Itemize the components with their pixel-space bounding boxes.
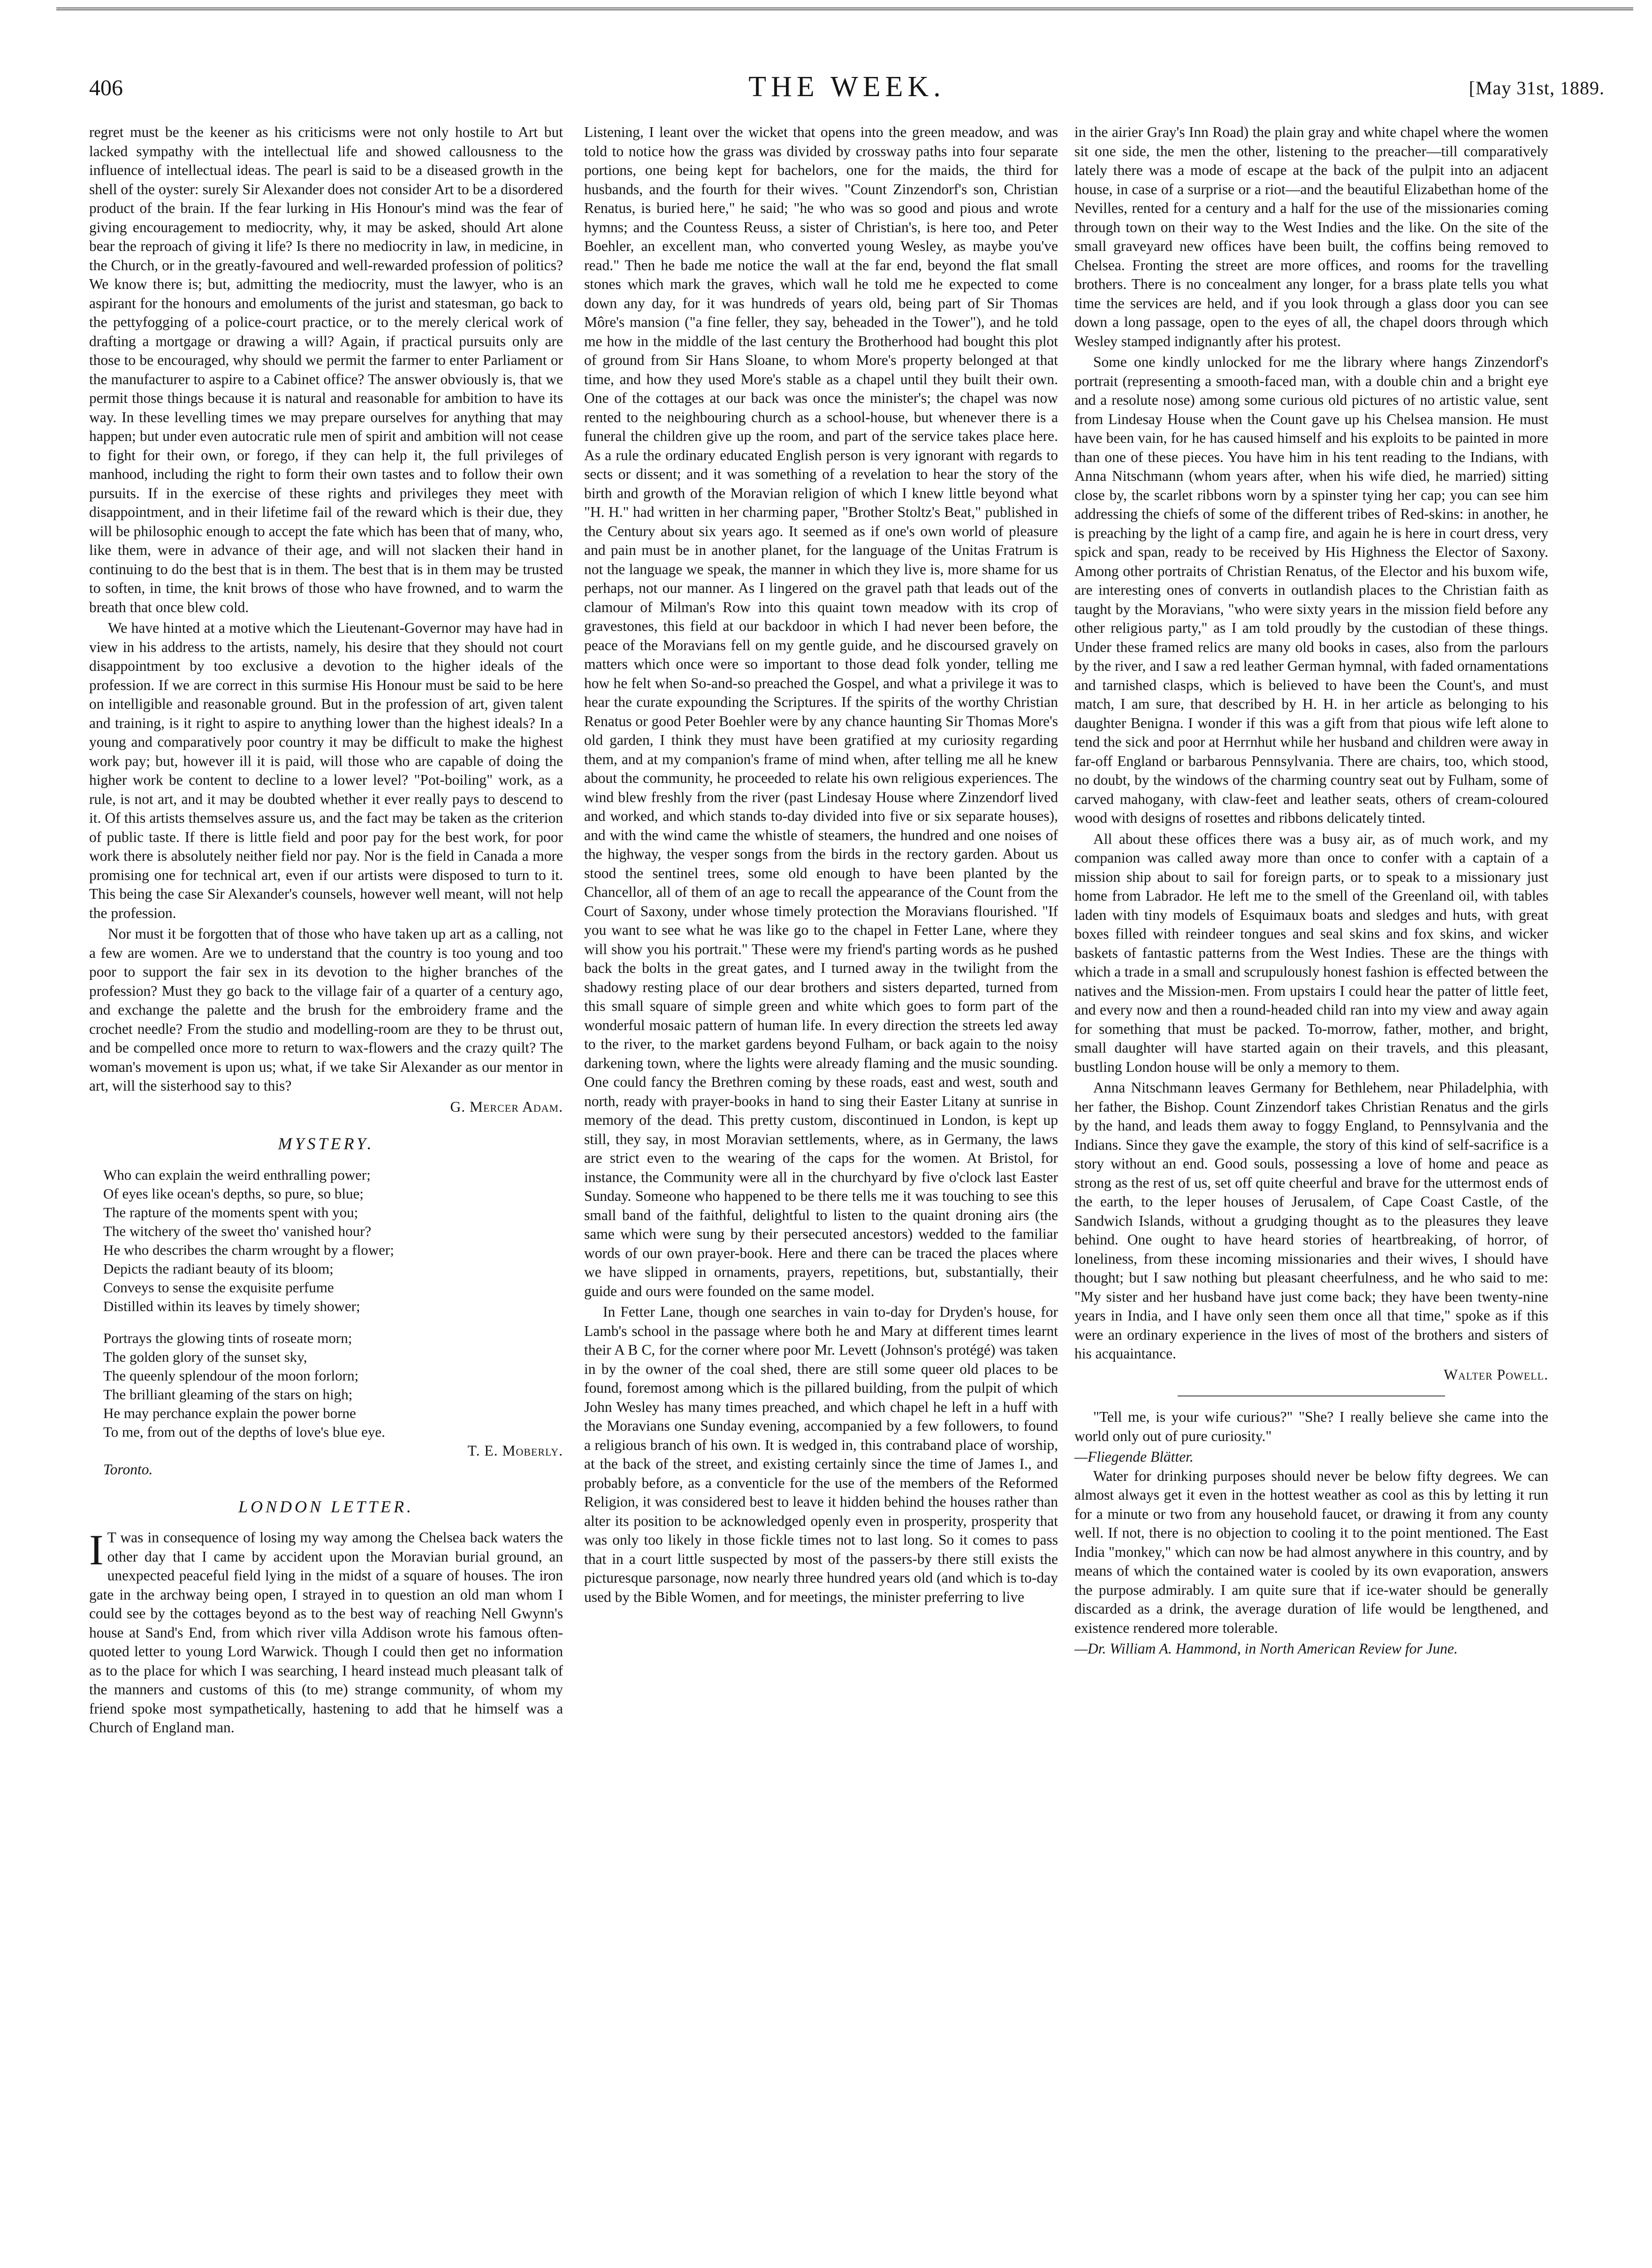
article-paragraph: in the airier Gray's Inn Road) the plain gray and white chapel where the women sit one side, the men the other, listening to the preacher—till comparatively lately there was a mode of escape at the back of the pulpit into an adjacent house, in case of a surprise or a riot—and the beautiful Elizabethan home of the Nevilles, rented for a century and a half for the use of the missionaries coming through town on their way to the West Indies and the like. On the site of the small graveyard new offices have been built, the coffins being removed to Chelsea. Fronting the street are more offices, and rooms for the travelling brothers. There is no concealment any longer, for a brass plate tells you what time the services are held, and if you look through a glass door you can see down a long passage, open to the eyes of all, the chapel doors through which Wesley stamped indignantly after his protest. [1074, 124, 1548, 349]
water-paragraph: Water for drinking purposes should never be below fifty degrees. We can almost always get it even in the hottest weather as cool as this by letting it run for a minute or two from any household faucet, or drawing it from any county well. If not, there is no objection to cooling it to the point mentioned. The East India "monkey," which can now be had almost anywhere in this country, and by means of which the contained water is cooled by its own evaporation, answers the purpose admirably. I am quite sure that if ice-water should be generally discarded as a drink, the average duration of life would be lengthened, and existence rendered more tolerable. [1074, 1467, 1548, 1636]
column-2 [584, 123, 1058, 1608]
poem-author: T. E. Moberly. [467, 1442, 563, 1459]
stanza-gap [103, 1316, 563, 1329]
column-1 [89, 123, 563, 1739]
poem-line: Who can explain the weird enthralling power; [103, 1166, 371, 1183]
article-paragraph: Listening, I leant over the wicket that opens into the green meadow, and was told to notice how the grass was divided by crossway paths into four separate portions, one being kept for bachelors, one for the maids, the third for husbands, and the fourth for their wives. "Count Zinzendorf's son, Christian Renatus, is buried here," he said; "he who was so good and pious and wrote hymns; and the Countess Reuss, a sister of Christian's, is here too, and Peter Boehler, an excellent man, who converted young Wesley, as maybe you've read." Then he bade me notice the wall at the far end, beyond the flat small stones which mark the graves, which wall he told me he expected to come down any day, for it was hundreds of years old, being part of Sir Thomas Môre's mansion ("a fine feller, they say, beheaded in the Tower"), and he told me how in the middle of the last century the Brotherhood had bought this plot of ground from Sir Hans Sloane, to whom More's property belonged at that time, and how they used More's stable as a chapel until they built their own. One of the cottages at our back was once the minister's; the chapel was now rented to the neighbouring church as a school-house, but whenever there is a funeral the children give up the room, and part of the service takes place here. As a rule the ordinary educated English person is very ignorant with regards to sects or dissent; and it was something of a revelation to hear the story of the birth and growth of the Moravian religion of which I knew little beyond what "H. H." had written in her charming paper, "Brother Stoltz's Beat," published in the Century about six years ago. It seemed as if one's own world of pleasure and pain must be in another planet, for the language of the Unitas Fratrum is not the language we speak, the manner in which they live is, more shame for us perhaps, not our manner. As I lingered on the gravel path that leads out of the clamour of Milman's Row into this quaint town meadow with its crop of gravestones, this field at our backdoor in which I had never been before, the peace of the Moravians fell on my gentle guide, and he discoursed gravely on matters which once were so important to those dead folk yonder, telling me how he felt when So-and-so preached the Gospel, and what a privilege it was to hear the curate expounding the Scriptures. If the spirits of the worthy Christian Renatus or good Peter Boehler were by any chance haunting Sir Thomas More's old garden, I think they must have been gratified at my curiosity regarding them, and at my companion's frame of mind when, after telling me all he knew about the community, he proceeded to relate his own religious experiences. The wind blew freshly from the river (past Lindesay House where Zinzendorf lived and worked, and which stands to-day divided into five or six separate houses), and with the wind came the whistle of steamers, the hundred and one noises of the highway, the vesper songs from the birds in the rectory garden. About us stood the sentinel trees, some old enough to have been planted by the Chancellor, all of them of an age to recall the appearance of the Count from the Court of Saxony, under whose timely protection the Moravians flourished. "If you want to see what he was like go to the chapel in Fetter Lane, where they will show you his portrait." These were my friend's parting words as he pushed back the bolts in the great gates, and I turned away in the twilight from the shadowy resting place of our dear brothers and sisters departed, turned from this small square of simple green and white which goes to form part of the wonderful mosaic pattern of human life. In every direction the streets led away to the river, to the market gardens beyond Fulham, or back again to the noisy darkening town, where the lights were already flaming and the music sounding. One could fancy the Brethren coming by these roads, east and west, south and north, ready with prayer-books in hand to sing their Easter Litany at sunrise in memory of the dead. This pretty custom, discontinued in London, is kept up still, they say, in most Moravian settlements, where, as in Germany, the laws are strict even to the wearing of the caps for the women. At Bristol, for instance, the Community were all in the churchyard by five o'clock last Easter Sunday. Someone who happened to be there tells me it was touching to see this small band of the faithful, delightful to listen to the quaint droning airs (the same which were sung by their persecuted ancestors) wedded to the familiar words of our own prayer-book. Here and there can be traced the places where we have slipped in ornaments, prayers, repetitions, but, substantially, their guide and ours were founded on the same model. [584, 124, 1058, 1299]
letter-text: T was in consequence of losing my way among the Chelsea back waters the other day that I came by accident upon the Moravian burial ground, an unexpected peaceful field lying in the midst of a square of houses. The iron gate in the archway being open, I strayed in to question an old man whom I could see by the cottages beyond as to the best way of reaching Nell Gwynn's house at Sand's End, from which river villa Addison wrote his famous often-quoted letter to young Lord Warwick. Though I could then get no information as to the place for which I was searching, I heard instead much pleasant talk of the manners and customs of this (to me) strange community, of whom my friend spoke most sympathetically, hastening to add that he himself was a Church of England man. [89, 1529, 563, 1736]
poem-line: The witchery of the sweet tho' vanished hour? [103, 1222, 372, 1239]
author-signature: G. Mercer Adam. [450, 1098, 563, 1115]
poem-line: Depicts the radiant beauty of its bloom; [103, 1260, 334, 1277]
column-3 [1074, 123, 1548, 1659]
page-header [89, 70, 1605, 108]
article-paragraph: Nor must it be forgotten that of those who have taken up art as a calling, not a few are women. Are we to understand that the country is too young and too poor to support the fair sex in its devotion to the higher branches of the profession? Must they go back to the village fair of a quarter of a century ago, and exchange the palette and the brush for the embroidery frame and the crochet needle? From the studio and modelling-room are they to be thrust out, and be compelled once more to return to wax-flowers and the crazy quilt? The woman's movement is upon us; what, if we take Sir Alexander as our mentor in art, will the sisterhood say to this? [89, 925, 563, 1094]
issue-date: [May 31st, 1889. [1469, 77, 1605, 99]
poem [89, 1166, 563, 1441]
drop-cap: I [89, 1526, 104, 1574]
author-signature: Walter Powell. [1444, 1366, 1548, 1383]
poem-title: MYSTERY. [278, 1134, 374, 1153]
poem-line: Portrays the glowing tints of roseate morn; [103, 1329, 352, 1346]
anecdote-source: —Fliegende Blätter. [1074, 1449, 1194, 1465]
poem-line: The queenly splendour of the moon forlorn; [103, 1367, 359, 1384]
poem-line: To me, from out of the depths of love's blue eye. [103, 1423, 385, 1440]
poem-line: He who describes the charm wrought by a flower; [103, 1241, 394, 1258]
top-rule [56, 0, 1633, 10]
poem-line: Conveys to sense the exquisite perfume [103, 1279, 334, 1296]
article-paragraph: All about these offices there was a busy air, as of much work, and my companion was called away more than once to confer with a captain of a mission ship about to sail for foreign parts, or to speak to a missionary just home from Labrador. He left me to the smell of the Greenland oil, with tables laden with tiny models of Esquimaux boats and sledges and huts, with great boxes filled with reindeer tongues and seal skins and fox skins, and wicker baskets of fantastic patterns from the West Indies. These are the things with which a trade in a small and scrupulously honest fashion is effected between the natives and the Mission-men. From upstairs I could hear the patter of little feet, and every now and then a round-headed child ran into my view and away again for something that must be packed. To-morrow, father, mother, and bright, small daughter will have started again on their travels, and this pleasant, bustling London house will be only a memory to them. [1074, 830, 1548, 1075]
page-number: 406 [89, 76, 123, 100]
water-source: —Dr. William A. Hammond, in North American Review for June. [1074, 1640, 1458, 1657]
poem-line: The brilliant gleaming of the stars on high; [103, 1386, 353, 1403]
letter-title: LONDON LETTER. [238, 1497, 414, 1516]
article-paragraph: Anna Nitschmann leaves Germany for Bethlehem, near Philadelphia, with her father, the Bishop. Count Zinzendorf takes Christian Renatus and the girls by the hand, and leads them away to foggy England, to Pennsylvania and the Indians. Since they gave the example, the story of this kind of self-sacrifice is a story without an end. Good souls, possessing a love of home and peace as strong as the rest of us, set off quite cheerful and brave for the uttermost ends of the earth, to the leper houses of Jerusalem, of Cape Coast Castle, of the Sandwich Islands, without a grudging thought as to the pleasures they leave behind. One ought to have heard stories of heartbreaking, of horror, of loneliness, from these incoming missionaries and their wives, I should have thought; but I saw nothing but pleasant cheerfulness, and he who said to me: "My sister and her husband have just come back; they have been twenty-nine years in India, and I have only seen them once all that time," spoke as if this were an ordinary experience in the lives of most of the brothers and sisters of his acquaintance. [1074, 1079, 1548, 1362]
article-paragraph: Some one kindly unlocked for me the library where hangs Zinzendorf's portrait (representing a smooth-faced man, with a double chin and a bright eye and a resolute nose) among some curious old pictures of no artistic value, sent from Lindesay House when the Count gave up his Chelsea mansion. He must have been vain, for he has caused himself and his exploits to be painted in more than one of these pieces. You have him in his tent reading to the Indians, with Anna Nitschmann (whom years after, when his wife died, he married) sitting close by, the scarlet ribbons worn by a spinster tying her cap; you can see him addressing the chiefs of some of the different tribes of Red-skins: in another, he is preaching by the light of a camp fire, and again he is here in court dress, very spick and span, ready to be received by His Highness the Elector of Saxony. Among other portraits of Christian Renatus, of the Elector and his buxom wife, are interesting ones of converts in outlandish places to the Christian faith as taught by the Moravians, "who were sixty years in the mission field before any other religious party," as I am told proudly by the custodian of these things. Under these framed relics are many old books in cases, also from the parlours by the river, and I saw a red leather German hymnal, with faded ornamentations and tarnished clasps, which is believed to have been the Count's, and must match, I am sure, that described by H. H. in her article as belonging to his daughter Benigna. I wonder if this was a gift from that pious wife left alone to tend the sick and poor at Herrnhut while her husband and children were away in far-off England or barbarous Pennsylvania. There are chairs, too, which stood, no doubt, by the windows of the charming country seat out by Fulham, some of carved mahogany, with claw-feet and leather seats, others of cream-coloured wood with designs of rosettes and ribbons delicately tinted. [1074, 354, 1548, 826]
poem-line: The rapture of the moments spent with you; [103, 1204, 358, 1221]
poem-line: He may perchance explain the power borne [103, 1404, 356, 1421]
poem-line: Of eyes like ocean's depths, so pure, so blue; [103, 1185, 364, 1202]
letter-paragraph [89, 1528, 563, 1737]
poem-place: Toronto. [103, 1461, 153, 1478]
anecdote-paragraph: "Tell me, is your wife curious?" "She? I really believe she came into the world only out of pure curiosity." [1074, 1409, 1548, 1444]
poem-line: The golden glory of the sunset sky, [103, 1348, 307, 1365]
publication-title: THE WEEK. [748, 71, 945, 103]
article-paragraph: We have hinted at a motive which the Lieutenant-Governor may have had in view in his address to the artists, namely, his desire that they should not court disappointment by too exclusive a devotion to the higher ideals of the profession. If we are correct in this surmise His Honour must be said to be here on intelligible and reasonable ground. But in the profession of art, given talent and training, is it right to aspire to anything lower than the highest ideals? In a young and comparatively poor country it may be difficult to make the highest work pay; but, however ill it is paid, will those who are capable of doing the higher work be content to decline to a lower level? "Pot-boiling" work, as a rule, is not art, and it may be doubted whether it ever really pays to descend to it. Of this artists themselves assure us, and the fact may be taken as the criterion of public taste. If there is little field and poor pay for the best work, for poor work there is absolutely neither field nor pay. Nor is the field in Canada a more promising one for technical art, even if our artists were disposed to turn to it. This being the case Sir Alexander's counsels, however well meant, will not help the profession. [89, 620, 563, 921]
poem-line: Distilled within its leaves by timely shower; [103, 1297, 360, 1314]
article-paragraph: In Fetter Lane, though one searches in vain to-day for Dryden's house, for Lamb's school in the passage where both he and Mary at different times learnt their A B C, for the corner where poor Mr. Levett (Johnson's protégé) was taken in by the owner of the coal shed, there are still some queer old places to be found, foremost among which is the pillared building, from the pulpit of which John Wesley has many times preached, and which chapel he left in a huff with the Moravians one Sunday evening, accompanied by a few followers, to found a religious branch of his own. It is wedged in, this contraband place of worship, at the back of the street, and existing certainly since the time of James I., and probably before, as a conventicle for the use of the members of the Reformed Religion, it was considered best to leave it hidden behind the houses rather than alter its position to be acknowledged openly even in prosperity, prosperity that was only too likely in those fickle times not to last long. So it comes to pass that in a court little suspected by most of the passers-by there still exists the picturesque parsonage, now nearly three hundred years old (and which is to-day used by the Bible Women, and for meetings, the minister preferring to live [584, 1304, 1058, 1605]
article-paragraph: regret must be the keener as his criticisms were not only hostile to Art but lacked sympathy with the intellectual life and showed callousness to the influence of intellectual ideas. The pearl is said to be a diseased growth in the shell of the oyster: surely Sir Alexander does not consider Art to be a disordered product of the brain. If the fear lurking in His Honour's mind was the fear of giving encouragement to mediocrity, why, it may be asked, should Art alone bear the reproach of giving it life? Is there no mediocrity in law, in medicine, in the Church, or in the greatly-favoured and well-rewarded profession of politics? We know there is; but, admitting the mediocrity, must the lawyer, who is an aspirant for the honours and emoluments of the jurist and statesman, go back to the pettyfogging of a police-court practice, or to the merely clerical work of drafting a mortgage or drawing a will? Again, if practical pursuits only are those to be encouraged, why should we permit the farmer to enter Parliament or the manufacturer to aspire to a Cabinet office? The answer obviously is, that we permit those things because it is natural and reasonable for ambition to have its way. In these levelling times we may prepare ourselves for anything that may happen; but under even autocratic rule men of spirit and ambition will not cease to fight for their own, or forego, if they can help it, the full privileges of manhood, including the right to form their own tastes and to follow their own pursuits. If in the exercise of these rights and privileges they meet with disappointment, and in their lifetime fail of the reward which is their due, they will be philosophic enough to accept the fate which has been that of many, who, like them, were in advance of their age, and will not slacken their hand in continuing to do the best that is in them. The best that is in them may be trusted to soften, in time, the knit brows of those who have frowned, and to warm the breath that once blew cold. [89, 124, 563, 615]
